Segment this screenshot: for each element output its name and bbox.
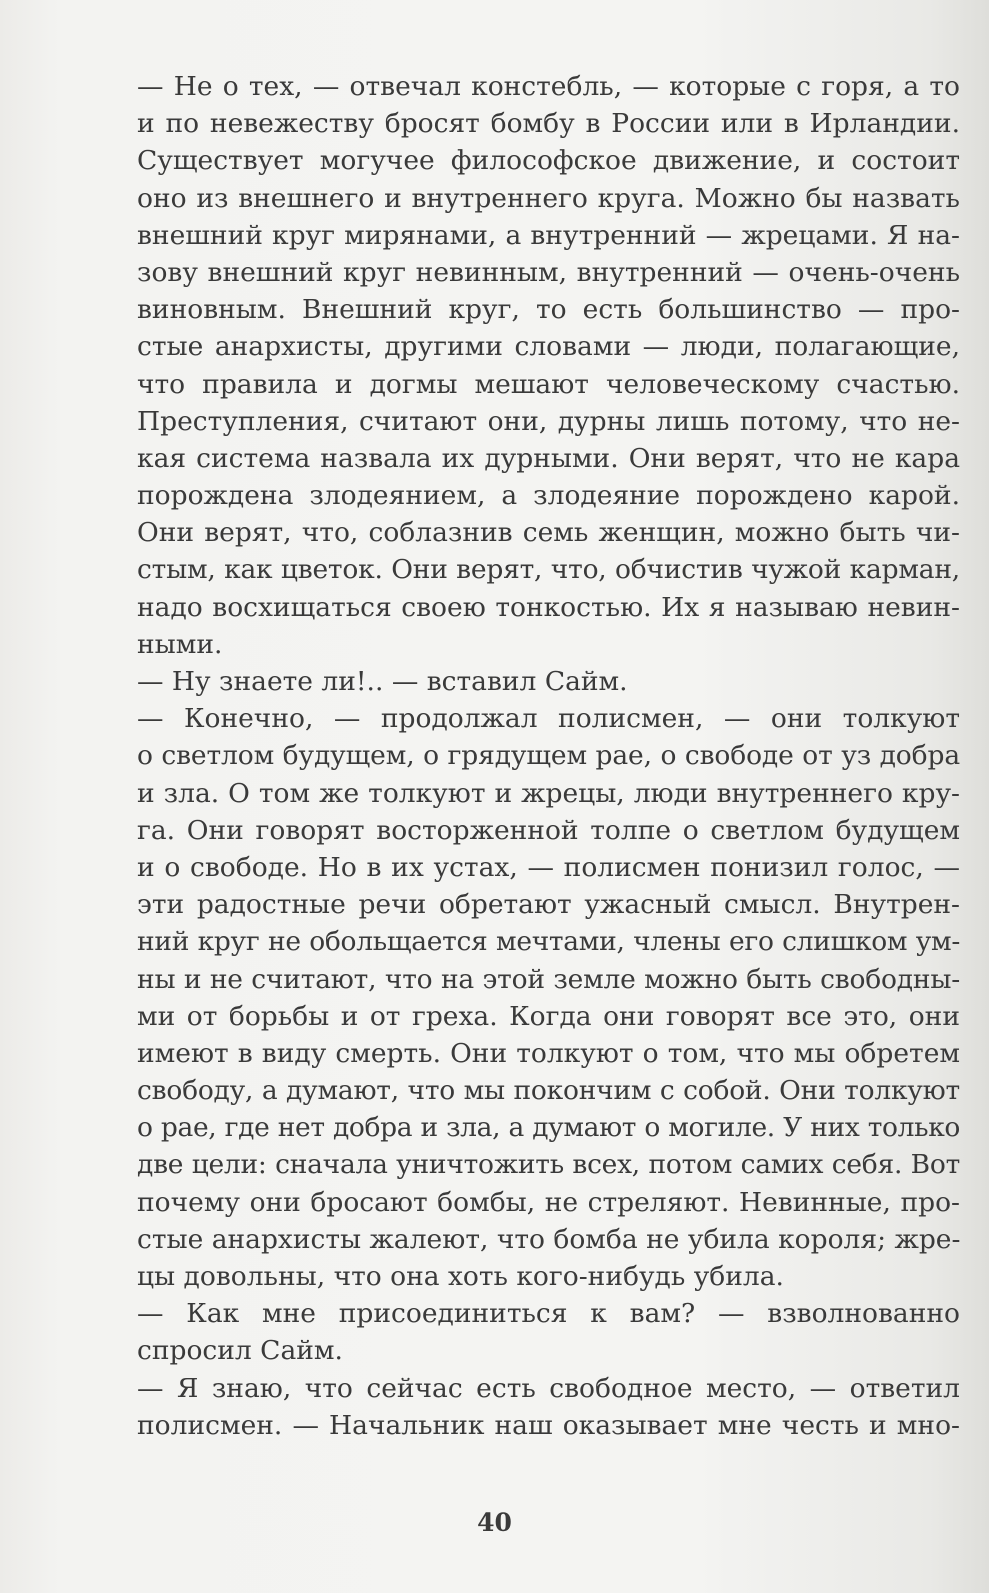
text-line: и о свободе. Но в их устах, — полисмен понизил голос, —	[137, 851, 960, 883]
text-line: виновным. Внешний круг, то есть большинство — про-	[137, 294, 960, 326]
text-line: эти радостные речи обретают ужасный смысл. Внутрен-	[137, 889, 960, 921]
text-line: кая система назвала их дурными. Они верят, что не кара	[137, 442, 960, 474]
text-line: — Как мне присоединиться к вам? — взволнованно	[137, 1298, 960, 1330]
text-line: о рае, где нет добра и зла, а думают о могиле. У них только	[137, 1112, 960, 1144]
text-line: надо восхищаться своею тонкостью. Их я называю невин-	[137, 591, 960, 623]
text-line: свободу, а думают, что мы покончим с собой. Они толкуют	[137, 1075, 960, 1107]
text-line: Существует могучее философское движение, и состоит	[137, 145, 960, 177]
page-number: 40	[477, 1508, 512, 1537]
text-line: порождена злодеянием, а злодеяние порождено карой.	[137, 480, 960, 512]
text-line: ний круг не обольщается мечтами, члены его слишком ум-	[137, 926, 960, 958]
text-line: стые анархисты жалеют, что бомба не убила короля; жре-	[137, 1223, 961, 1255]
body-text	[137, 68, 960, 1444]
text-line: и по невежеству бросят бомбу в России или в Ирландии.	[137, 108, 960, 140]
text-line: стые анархисты, другими словами — люди, полагающие,	[137, 331, 960, 363]
text-line: га. Они говорят восторженной толпе о светлом будущем	[137, 814, 960, 846]
text-line: о светлом будущем, о грядущем рае, о свободе от уз добра	[137, 740, 960, 772]
text-line: что правила и догмы мешают человеческому счастью.	[137, 368, 960, 400]
text-line: имеют в виду смерть. Они толкуют о том, что мы обретем	[137, 1037, 960, 1069]
text-line: полисмен. — Начальник наш оказывает мне честь и мно-	[137, 1409, 960, 1441]
text-line: ными.	[137, 628, 223, 660]
text-line: стым, как цветок. Они верят, что, обчистив чужой карман,	[137, 554, 960, 586]
text-line: цы довольны, что она хоть кого-нибудь убила.	[137, 1261, 784, 1292]
text-line: Они верят, что, соблазнив семь женщин, можно быть чи-	[137, 517, 960, 549]
text-line: почему они бросают бомбы, не стреляют. Невинные, про-	[137, 1186, 960, 1218]
text-line: и зла. О том же толкуют и жрецы, люди внутреннего кру-	[137, 777, 960, 809]
text-line: две цели: сначала уничтожить всех, потом самих себя. Вот	[137, 1149, 960, 1181]
text-line: ми от борьбы и от греха. Когда они говорят все это, они	[137, 1000, 960, 1032]
text-line: оно из внешнего и внутреннего круга. Можно бы назвать	[137, 182, 960, 214]
text-line: спросил Сайм.	[137, 1335, 343, 1367]
text-line: — Не о тех, — отвечал констебль, — которые с горя, а то	[137, 71, 960, 102]
text-line: — Я знаю, что сейчас есть свободное место, — ответил	[137, 1372, 960, 1404]
text-line: внешний круг мирянами, а внутренний — жрецами. Я на-	[137, 219, 960, 251]
text-line: ны и не считают, что на этой земле можно быть свободны-	[137, 963, 960, 995]
text-line: — Конечно, — продолжал полисмен, — они толкуют	[137, 703, 960, 735]
text-line: зову внешний круг невинным, внутренний — очень-очень	[137, 256, 960, 288]
text-line: — Ну знаете ли!.. — вставил Сайм.	[137, 666, 628, 697]
text-line: Преступления, считают они, дурны лишь потому, что не-	[137, 405, 960, 437]
